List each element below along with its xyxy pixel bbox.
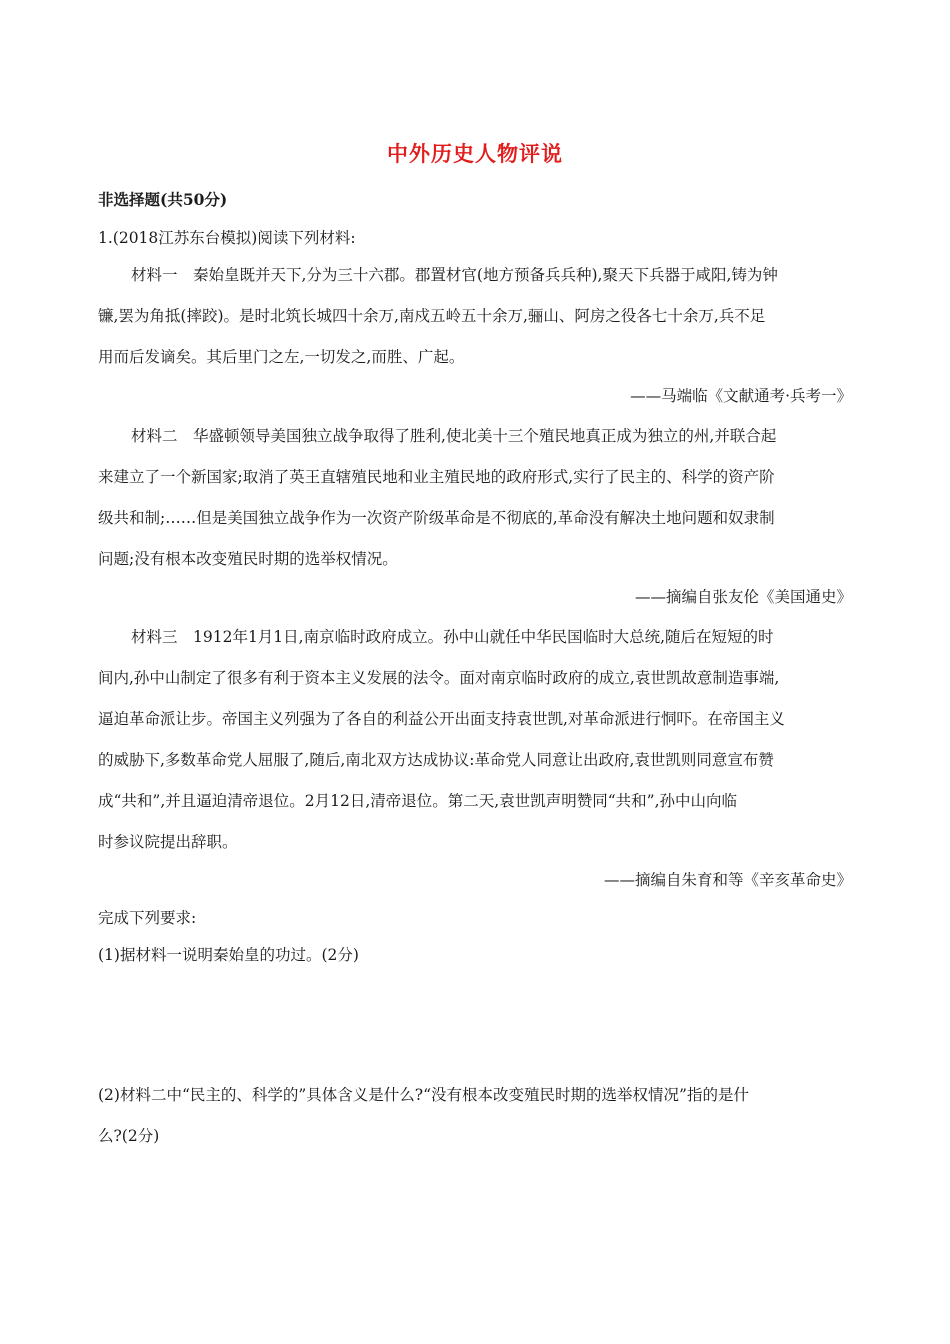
material3-line: 间内,孙中山制定了很多有利于资本主义发展的法令。面对南京临时政府的成立,袁世凯故意制造事端, [98,669,780,687]
material2-line: 问题;没有根本改变殖民时期的选举权情况。 [98,550,398,568]
sub-question-2-line: (2)材料二中“民主的、科学的”具体含义是什么?“没有根本改变殖民时期的选举权情况”指的是什 [98,1086,749,1104]
material1-line: 材料一 秦始皇既并天下,分为三十六郡。郡置材官(地方预备兵兵种),聚天下兵器于咸阳,铸为钟 [131,266,778,284]
material3-source: ——摘编自朱育和等《辛亥革命史》 [603,871,852,889]
sub-question-1: (1)据材料一说明秦始皇的功过。(2分) [98,946,359,964]
material2-line: 级共和制;……但是美国独立战争作为一次资产阶级革命是不彻底的,革命没有解决土地问题和奴隶制 [98,509,775,527]
sub-question-2-line: 么?(2分) [98,1127,160,1145]
material2-line: 来建立了一个新国家;取消了英王直辖殖民地和业主殖民地的政府形式,实行了民主的、科学的资产阶 [98,468,775,486]
material3-line: 的威胁下,多数革命党人屈服了,随后,南北双方达成协议:革命党人同意让出政府,袁世凯则同意宣布赞 [98,751,774,769]
material1-source: ——马端临《文献通考·兵考一》 [630,387,852,405]
material3-line: 成“共和”,并且逼迫清帝退位。2月12日,清帝退位。第二天,袁世凯声明赞同“共和”,孙中山向临 [98,792,737,810]
section-heading: 非选择题(共50分) [98,190,228,209]
page-title: 中外历史人物评说 [387,141,563,166]
instructions: 完成下列要求: [98,909,197,927]
material2-source: ——摘编自张友伦《美国通史》 [634,588,852,606]
material1-line: 用而后发谪矣。其后里门之左,一切发之,而胜、广起。 [98,348,465,366]
material3-line: 逼迫革命派让步。帝国主义列强为了各自的利益公开出面支持袁世凯,对革命派进行恫吓。在帝国主义 [98,710,785,728]
question-stem: 1.(2018江苏东台模拟)阅读下列材料: [98,229,356,247]
material2-line: 材料二 华盛顿领导美国独立战争取得了胜利,使北美十三个殖民地真正成为独立的州,并联合起 [131,427,777,445]
material1-line: 镰,罢为角抵(摔跤)。是时北筑长城四十余万,南戍五岭五十余万,骊山、阿房之役各七十余万,兵不足 [98,307,766,325]
material3-line: 材料三 1912年1月1日,南京临时政府成立。孙中山就任中华民国临时大总统,随后在短短的时 [131,628,774,646]
material3-line: 时参议院提出辞职。 [98,833,238,851]
